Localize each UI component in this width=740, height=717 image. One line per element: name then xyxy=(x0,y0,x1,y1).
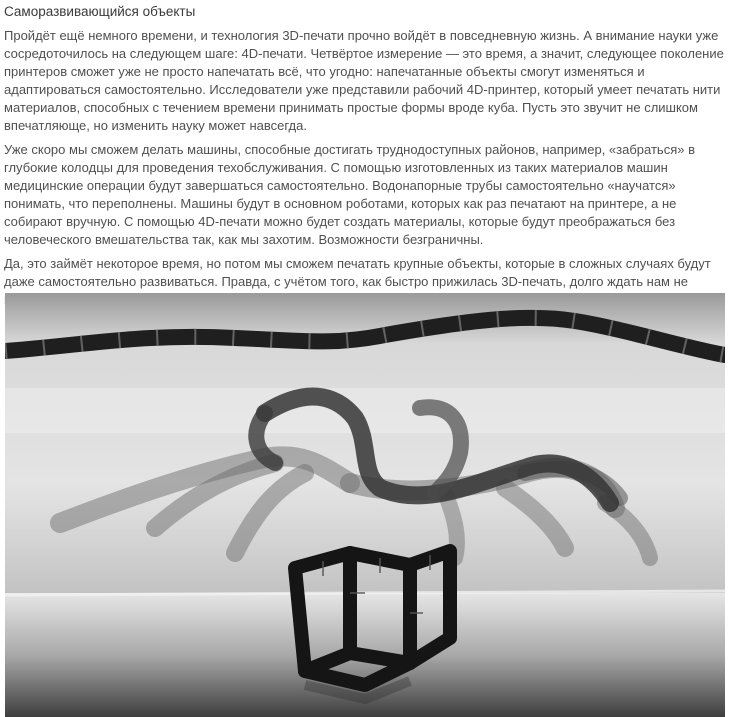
paragraph-1: Пройдёт ещё немного времени, и технология 3D-печати прочно войдёт в повседневную жизнь. А внимание науки уже сосредоточилось на следующем шаге: 4D-печати. Четвёртое измерение — это время, а значит, следующее поколение принтеров сможет уже не просто напечатать всё, что угодно: напечатанные объекты смогут изменяться и адаптироваться самостоятельно. Исследователи уже представили рабочий 4D-принтер, который умеет печатать нити материалов, способных с течением времени принимать простые формы вроде куба. Пусть это звучит не слишком впечатляюще, но изменить науку может навсегда. xyxy=(4,28,724,133)
article-title: Саморазвивающийся объекты xyxy=(4,4,196,19)
article-photo xyxy=(5,293,725,717)
article xyxy=(4,0,734,315)
paragraph-3: Да, это займёт некоторое время, но потом мы сможем печатать крупные объекты, которые в сложных случаях будут даже самостоятельно развиваться. Правда, с учётом того, как быстро прижилась 3D-печать, долго ждать нам не xyxy=(4,256,711,289)
paragraph-2: Уже скоро мы сможем делать машины, способные достигать труднодоступных районов, например, «забраться» в глубокие колодцы для проведения техобслуживания. С помощью изготовленных из таких материалов машин медицинские операции будут завершаться самостоятельно. Водонапорные трубы самостоятельно «научатся» понимать, что переполнены. Машины будут в основном роботами, которых как раз печатают на принтере, а не собирают вручную. С помощью 4D-печати можно будет создать материалы, которые будут преображаться без человеческого вмешательства так, как мы захотим. Возможности безграничны. xyxy=(4,142,695,247)
self-folding-strand-photo xyxy=(5,293,725,717)
